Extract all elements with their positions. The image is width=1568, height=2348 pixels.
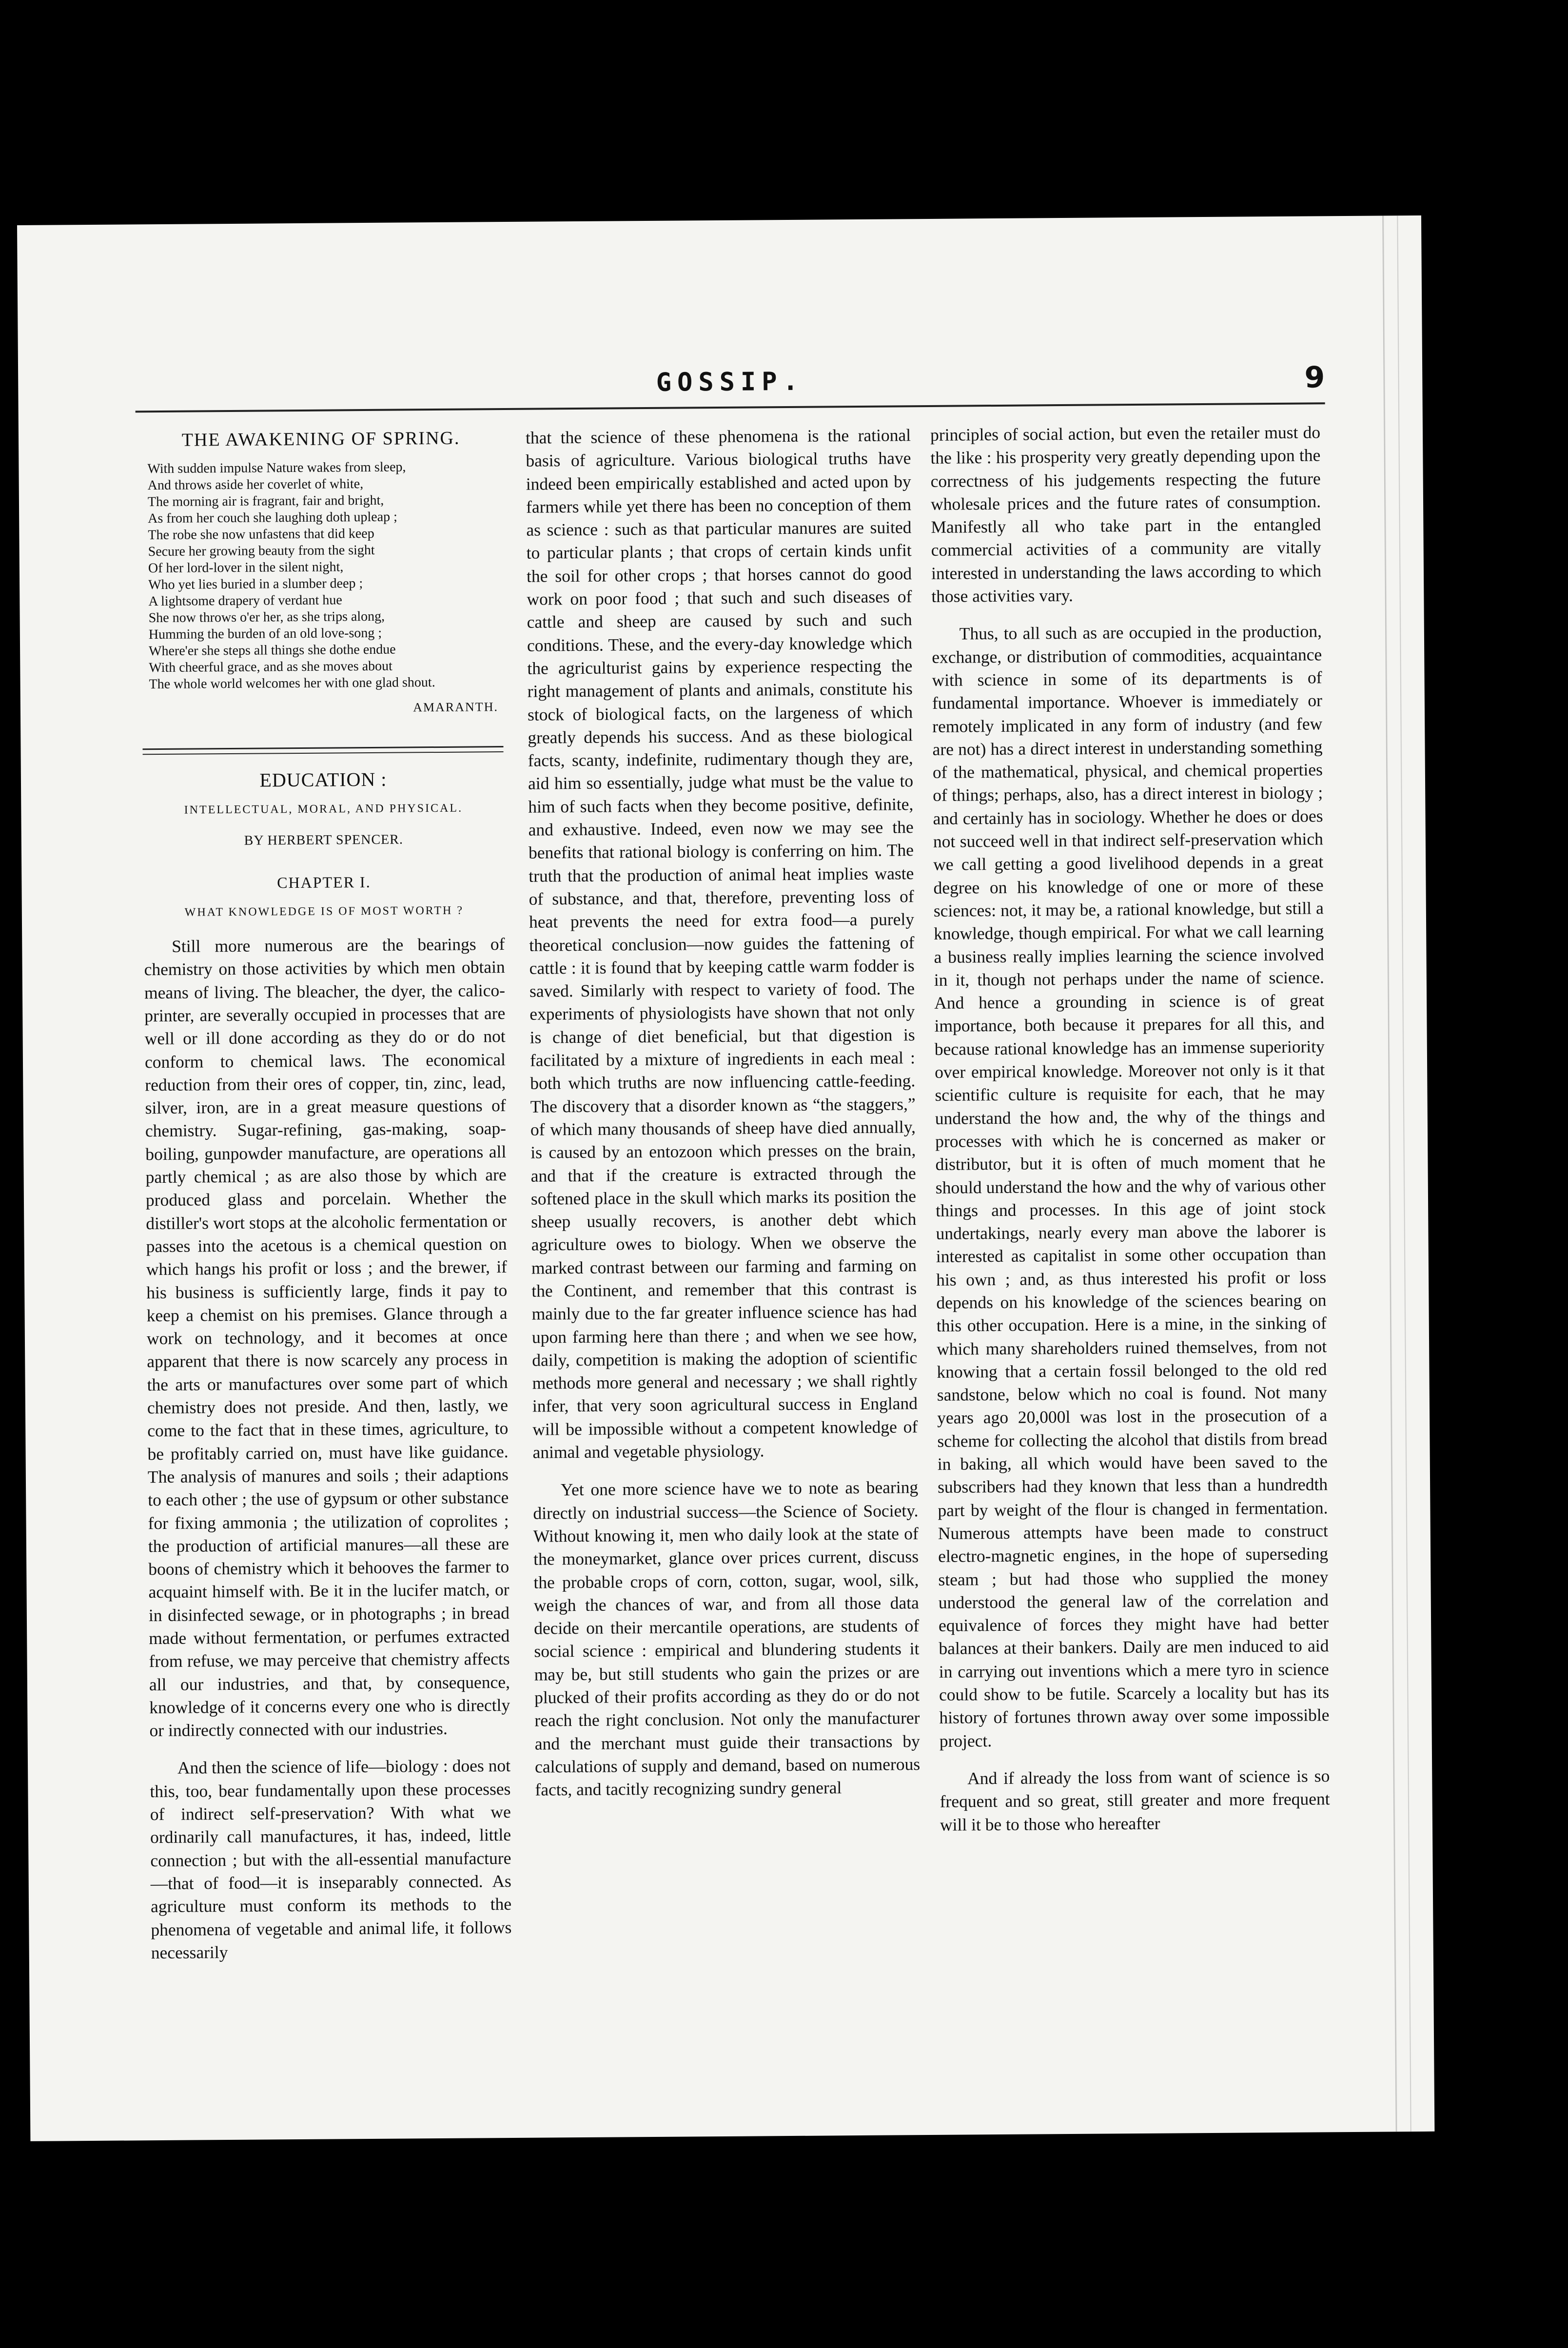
poem-line: As from her couch she laughing doth upleap ; <box>148 509 397 527</box>
paragraph: Still more numerous are the bearings of chemistry on those activities by which men obtain means of living. The bleacher, the dyer, the calico-printer, are severally occupied in processes that are well or ill done according as they do or do not conform to chemical laws. The economical reduction from their ores of copper, tin, zinc, lead, silver, iron, are in a great measure questions of chemistry. Sugar-refining, gas-making, soap-boiling, gunpowder manufacture, are operations all partly chemical ; as are also those by which are produced glass and porcelain. Whether the distiller's wort stops at the alcoholic fermentation or passes into the acetous is a chemical question on which hangs his profit or loss ; and the brewer, if his business is sufficiently large, finds it pay to keep a chemist on his premises. Glance through a work on technology, and it becomes at once apparent that there is now scarcely any process in the arts or manufactures over some part of which chemistry does not preside. And then, lastly, we come to the fact that in these times, agriculture, to be profitably carried on, must have like guidance. The analysis of manures and soils ; their adaptions to each other ; the use of gypsum or other substance for fixing ammonia ; the utilization of coprolites ; the production of artificial manures—all these are boons of chemistry which it behooves the farmer to acquaint himself with. Be it in the lucifer match, or in disinfected sewage, or in photographs ; in bread made without fermentation, or perfumes extracted from refuse, we may perceive that chemistry affects all our industries, and that, by consequence, knowledge of it concerns every one who is directly or indirectly connected with our industries. <box>144 934 510 1741</box>
chapter-title: CHAPTER I. <box>277 873 371 892</box>
poem-line: Of her lord-lover in the silent night, <box>148 559 344 576</box>
page-edge-lines <box>1368 215 1434 2132</box>
paragraph: And then the science of life—biology : does not this, too, bear fundamentally upon these processes of indirect self-preservation? With what we ordinarily call manufactures, it has, indeed, little connection ; but with the all-essential manufacture—that of food—it is inseparably connected. As agriculture must conform its methods to the phenomena of vegetable and animal life, it follows necessarily <box>150 1756 512 1963</box>
poem-body <box>140 458 503 693</box>
column-2 <box>526 424 922 2133</box>
poem-line: And throws aside her coverlet of white, <box>147 476 364 493</box>
chapter-subtitle: WHAT KNOWLEDGE IS OF MOST WORTH ? <box>184 904 464 919</box>
poem-line: The robe she now unfastens that did keep <box>148 526 374 543</box>
paragraph: Yet one more science have we to note as bearing directly on industrial success—the Science of Society. Without knowing it, men who daily look at the state of the moneymarket, glance over prices current, discuss the probable crops of corn, cotton, sugar, wool, silk, weigh the chances of war, and from all those data decide on their mercantile operations, are students of social science : empirical and blundering students it may be, but still students who gain the prizes or are plucked of their profits according as they do or do not reach the right conclusion. Not only the manufacturer and the merchant must guide their transactions by calculations of supply and demand, based on numerous facts, and tacitly recognizing sundry general <box>533 1477 921 1800</box>
poem-line: With cheerful grace, and as she moves about <box>149 658 393 676</box>
article-title: EDUCATION : <box>259 768 387 791</box>
paragraph: Thus, to all such as are occupied in the production, exchange, or distribution of commodities, acquaintance with science in some of its departments is of fundamental importance. Whoever is immediately or remotely implicated in any form of industry (and few are not) has a direct interest in understanding something of the mathematical, physical, and chemical properties of things; perhaps, also, has a direct interest in biology ; and certainly has in sociology. Whether he does or does not succeed well in that indirect self-preservation which we call getting a good livelihood depends in a great degree on his knowledge of one or more of these sciences: not, it may be, a rational knowledge, but still a knowledge, though empirical. For what we call learning a business really implies learning the science involved in it, though not perhaps under the name of science. And hence a grounding in science is of great importance, both because it prepares for all this, and because rational knowledge has an immense superiority over empirical knowledge. Moreover not only is it that scientific culture is requisite for each, that he may understand the how and, the why of the things and processes with which he is concerned as maker or distributor, but it is often of much moment that he should understand the how and the why of various other things and processes. In this age of joint stock undertakings, nearly every man above the laborer is interested as capitalist in some other occupation than his own ; and, as thus interested his profit or loss depends on his knowledge of the sciences bearing on this other occupation. Here is a mine, in the sinking of which many shareholders ruined themselves, from not knowing that a certain fossil belonged to the old red sandstone, below which no coal is found. Not many years ago 20,000l was lost in the prosecution of a scheme for collecting the alcohol that distils from bread in baking, all which would have been saved to the subscribers had they known that less than a hundredth part by weight of the flour is changed in fermentation. Numerous attempts have been made to construct electro-magnetic engines, in the hope of superseding steam ; but had those who supplied the money understood the general law of the correlation and equivalence of forces they might have had better balances at their bankers. Daily are men induced to aid in carrying out inventions which a mere tyro in science could show to be futile. Scarcely a locality but has its history of fortunes thrown away over some impossible project. <box>932 621 1330 1751</box>
poem-author: AMARANTH. <box>413 700 499 715</box>
poem-line: Where'er she steps all things she dothe endue <box>148 642 396 659</box>
paragraph: And if already the loss from want of science is so frequent and so great, still greater and more frequent will it be to those who hereafter <box>940 1766 1330 1835</box>
paragraph: principles of social action, but even the retailer must do the like : his prosperity very greatly depending upon the correctness of his judgements respecting the future wholesale prices and the future rates of consumption. Manifestly all who take part in the entangled commercial activities of a community are vitally interested in understanding the laws according to which those activities vary. <box>930 422 1322 607</box>
column-1 <box>140 427 513 2135</box>
poem-line: With sudden impulse Nature wakes from sleep, <box>147 459 406 477</box>
section-divider <box>142 746 503 755</box>
poem-line: The whole world welcomes her with one glad shout. <box>149 675 435 692</box>
poem-title: THE AWAKENING OF SPRING. <box>181 428 460 450</box>
poem-line: A lightsome drapery of verdant hue <box>148 592 342 609</box>
poem-line: The morning air is fragrant, fair and bright, <box>147 493 384 510</box>
poem-line: Secure her growing beauty from the sight <box>148 543 375 560</box>
poem-line: Humming the burden of an old love-song ; <box>148 626 382 643</box>
page-header <box>135 360 1325 412</box>
article-author: BY HERBERT SPENCER. <box>244 832 404 848</box>
paragraph: that the science of these phenomena is the rational basis of agriculture. Various biological truths have indeed been empirically established and acted upon by farmers while yet there has been no conception of them as science : such as that particular manures are suited to particular plants ; that crops of certain kinds unfit the soil for other crops ; that horses cannot do good work on poor food ; that such and such diseases of cattle and sheep are caused by such and such conditions. These, and the every-day knowledge which the agriculturist gains by experience respecting the right management of plants and animals, constitute his stock of biological facts, on the largeness of which greatly depends his success. And as these biological facts, scanty, indefinite, rudimentary though they are, aid him so essentially, judge what must be the value to him of such facts when they become positive, definite, and exhaustive. Indeed, even now we may see the benefits that rational biology is conferring on him. The truth that the production of animal heat implies waste of substance, and that, therefore, preventing loss of heat prevents the need for extra food—a purely theoretical conclusion—now guides the fattening of cattle : it is found that by keeping cattle warm fodder is saved. Similarly with respect to variety of food. The experiments of physiologists have shown that not only is change of diet beneficial, but that digestion is facilitated by a mixture of ingredients in each meal : both which truths are now influencing cattle-feeding. The discovery that a disorder known as “the staggers,” of which many thousands of sheep have died annually, is caused by an entozoon which presses on the brain, and that if the creature is extracted through the softened place in the skull which marks its position the sheep usually recovers, is another debt which agriculture owes to biology. When we observe the marked contrast between our farming and farming on the Continent, and remember that this contrast is mainly due to the far greater influence science has had upon farming here than there ; and when we see how, daily, competition is making the adoption of scientific methods more general and necessary ; we shall rightly infer, that very soon agricultural success in England will be impossible without a competent knowledge of animal and vegetable physiology. <box>525 425 918 1462</box>
poem-line: Who yet lies buried in a slumber deep ; <box>148 576 363 593</box>
newspaper-page <box>17 215 1434 2141</box>
page-number: 9 <box>1304 360 1325 395</box>
article-subtitle: INTELLECTUAL, MORAL, AND PHYSICAL. <box>184 802 463 817</box>
column-3 <box>930 421 1332 2130</box>
masthead-title: GOSSIP. <box>656 367 804 397</box>
poem-line: She now throws o'er her, as she trips along, <box>148 609 385 626</box>
